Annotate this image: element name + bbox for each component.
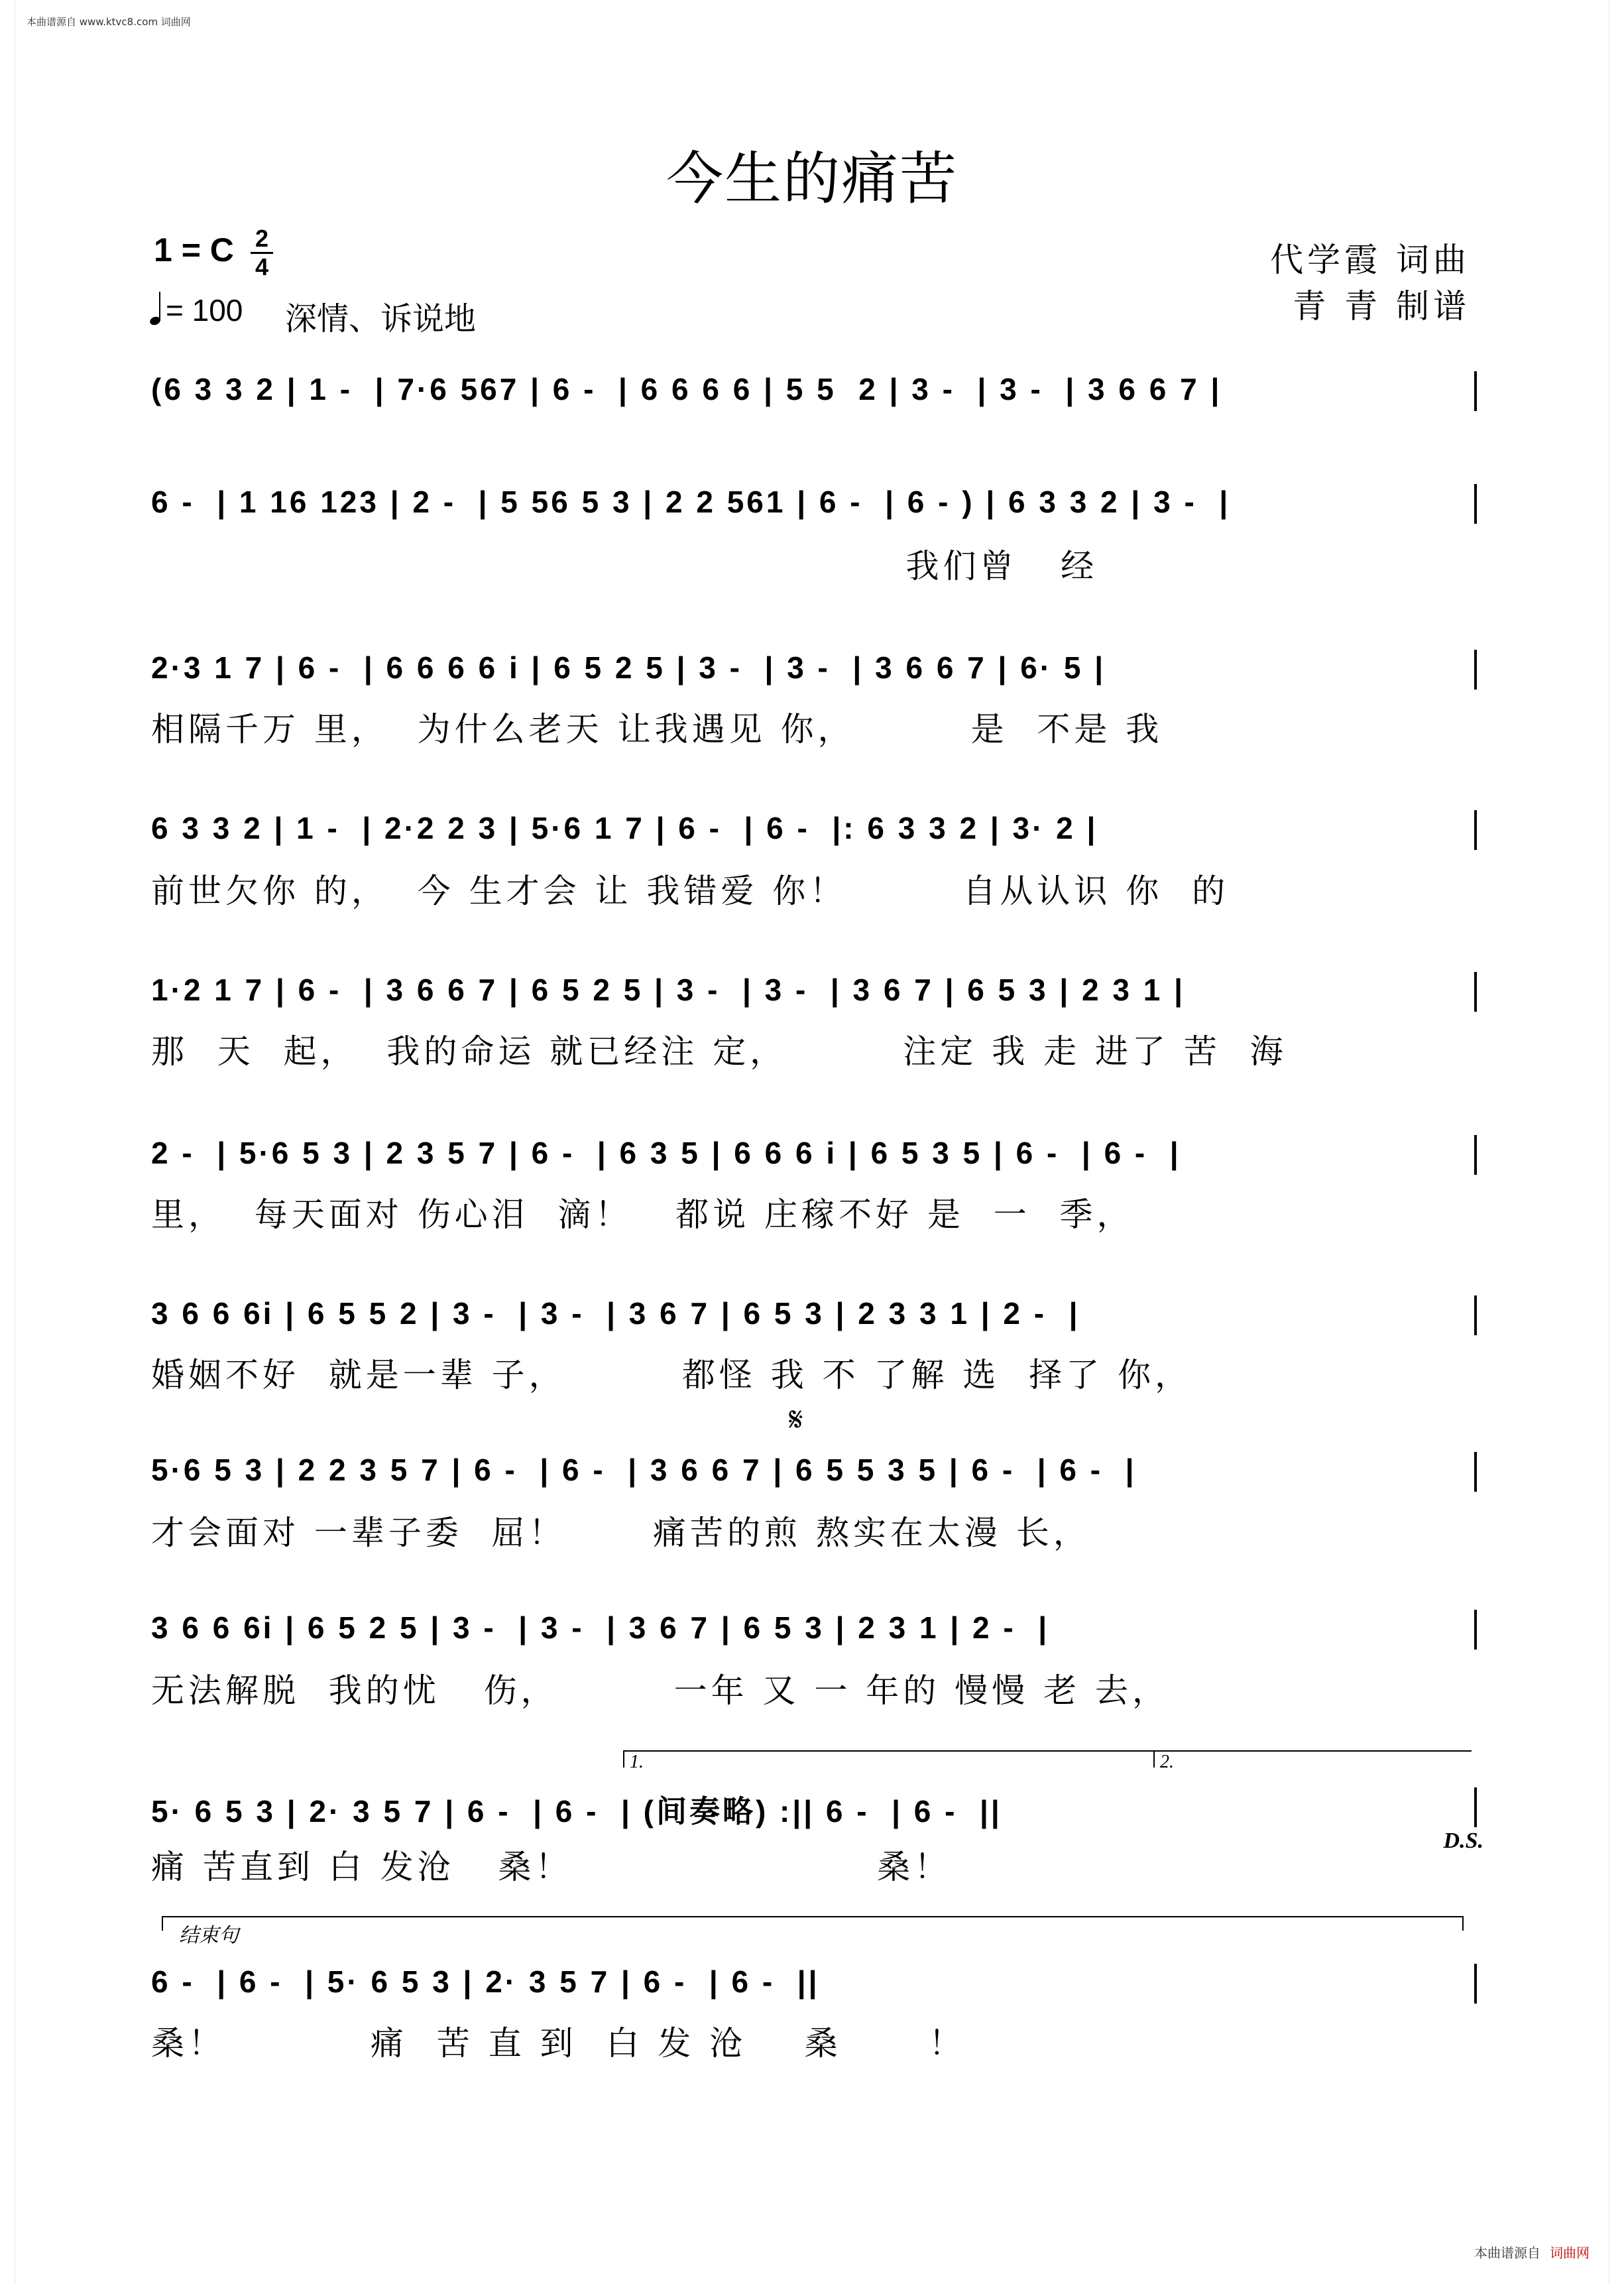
tempo-value: = 100: [166, 293, 243, 328]
barline: [1474, 1452, 1477, 1492]
notes-line-1: (6 3 3 2 | 1 - | 7·6 567 | 6 - | 6 6 6 6 | 5 5 2 | 3 - | 3 - | 3 6 6 7 |: [151, 372, 1222, 406]
barline: [1474, 484, 1477, 524]
notes-line-11: 6 - | 6 - | 5· 6 5 3 | 2· 3 5 7 | 6 - | 6 - ||: [151, 1964, 820, 1999]
footer-text: 本曲谱源自: [1474, 2245, 1540, 2261]
arranger-credit: 青 青 制谱: [1293, 287, 1470, 326]
notes-line-3: 2·3 1 7 | 6 - | 6 6 6 6 i | 6 5 2 5 | 3 - | 3 - | 3 6 6 7 | 6· 5 |: [151, 650, 1106, 685]
right-margin-strip: [1609, 0, 1624, 2284]
notes-line-10: 5· 6 5 3 | 2· 3 5 7 | 6 - | 6 - | (间奏略) :|| 6 - | 6 - ||: [151, 1794, 1002, 1829]
quarter-note-icon: [150, 292, 162, 325]
second-ending-bracket: 2.: [1153, 1750, 1472, 1768]
barline: [1474, 1610, 1477, 1650]
lyrics-line-3: 相隔千万 里， 为什么老天 让我遇见 你， 是 不是 我: [151, 710, 1163, 749]
barline: [1474, 371, 1477, 411]
notes-line-8: 5·6 5 3 | 2 2 3 5 7 | 6 - | 6 - | 3 6 6 7 | 6 5 5 3 5 | 6 - | 6 - |: [151, 1453, 1137, 1487]
notes-line-9: 3 6 6 6i | 6 5 2 5 | 3 - | 3 - | 3 6 7 | 6 5 3 | 2 3 1 | 2 - |: [151, 1610, 1050, 1645]
final-barline: [1474, 1787, 1477, 1827]
footer-credit: [1474, 2242, 1590, 2261]
final-barline: [1474, 1964, 1477, 2004]
notes-line-7: 3 6 6 6i | 6 5 5 2 | 3 - | 3 - | 3 6 7 | 6 5 3 | 2 3 3 1 | 2 - |: [151, 1296, 1080, 1331]
barline: [1474, 1295, 1477, 1335]
footer-site-link[interactable]: 词曲网: [1550, 2245, 1590, 2261]
notes-line-2: 6 - | 1 16 123 | 2 - | 5 56 5 3 | 2 2 561 | 6 - | 6 - ) | 6 3 3 2 | 3 - |: [151, 485, 1231, 519]
barline: [1474, 1135, 1477, 1175]
lyrics-line-8: 才会面对 一辈子委 屈！ 痛苦的煎 熬实在太漫 长，: [151, 1514, 1090, 1552]
barline: [1474, 650, 1477, 690]
segno-sign: 𝄋: [789, 1400, 803, 1439]
coda-label: 结束句: [179, 1924, 239, 1947]
left-margin-strip: [0, 0, 15, 2284]
time-signature: [251, 227, 273, 279]
notes-line-6: 2 - | 5·6 5 3 | 2 3 5 7 | 6 - | 6 3 5 | 6 6 6 i | 6 5 3 5 | 6 - | 6 - |: [151, 1136, 1181, 1170]
expression-marking: 深情、诉说地: [285, 300, 477, 337]
lyrics-line-9: 无法解脱 我的忧 伤， 一年 又 一 年的 慢慢 老 去，: [151, 1671, 1169, 1710]
tempo-marking: [150, 292, 243, 328]
lyrics-line-7: 婚姻不好 就是一辈 子， 都怪 我 不 了解 选 择了 你，: [151, 1356, 1192, 1394]
notes-line-4: 6 3 3 2 | 1 - | 2·2 2 3 | 5·6 1 7 | 6 - | 6 - |: 6 3 3 2 | 3· 2 |: [151, 811, 1098, 845]
lyrics-line-5: 那 天 起， 我的命运 就已经注 定， 注定 我 走 进了 苦 海: [151, 1032, 1287, 1071]
lyrics-line-11: 桑！ 痛 苦 直 到 白 发 沧 桑 ！: [151, 2024, 966, 2063]
lyrics-line-4: 前世欠你 的， 今 生才会 让 我错爱 你！ 自从认识 你 的: [151, 872, 1230, 910]
first-ending-bracket: 1.: [623, 1750, 1153, 1768]
lyrics-line-2: 我们曾 经: [151, 547, 1098, 585]
time-signature-bottom: 4: [255, 253, 269, 280]
song-title: 今生的痛苦: [666, 146, 958, 212]
time-signature-top: 2: [255, 225, 269, 252]
coda-bracket: [162, 1916, 1464, 1931]
barline: [1474, 810, 1477, 850]
lyrics-line-10: 痛 苦直到 白 发沧 桑！ 桑！: [151, 1848, 952, 1886]
key-signature: 1 = C: [154, 231, 234, 269]
source-watermark: 本曲谱源自 www.ktvc8.com 词曲网: [27, 16, 191, 28]
dal-segno-marking: D.S.: [1443, 1829, 1483, 1853]
lyrics-line-6: 里， 每天面对 伤心泪 滴！ 都说 庄稼不好 是 一 季，: [151, 1195, 1134, 1234]
notes-line-5: 1·2 1 7 | 6 - | 3 6 6 7 | 6 5 2 5 | 3 - | 3 - | 3 6 7 | 6 5 3 | 2 3 1 |: [151, 973, 1185, 1007]
barline: [1474, 972, 1477, 1012]
lyricist-composer-credit: 代学霞 词曲: [1270, 241, 1470, 279]
